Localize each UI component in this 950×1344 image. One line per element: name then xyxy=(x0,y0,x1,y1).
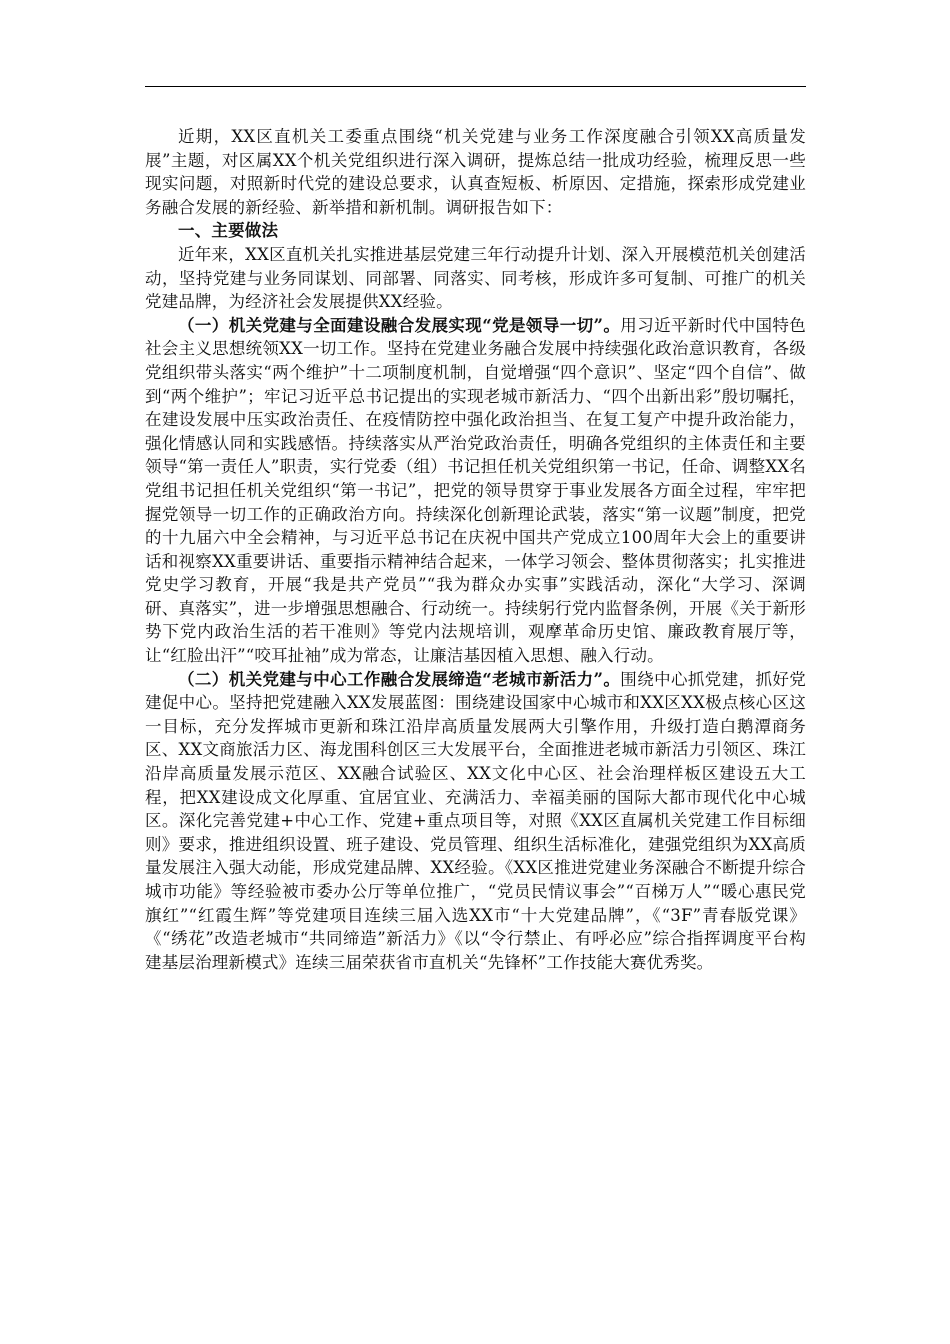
subsection-title: （二）机关党建与中心工作融合发展缔造“老城市新活力”。 xyxy=(178,669,621,689)
paragraph-text: 近期，XX区直机关工委重点围绕“机关党建与业务工作深度融合引领XX高质量发展”主题，对区属XX个机关党组织进行深入调研，提炼总结一批成功经验，梳理反思一些现实问题，对照新时代党的建设总要求，认真查短板、析原因、定措施，探索形成党建业务融合发展的新经验、新举措和新机制。调研报告如下： xyxy=(145,127,806,217)
paragraph-text: 围绕中心抓党建，抓好党建促中心。坚持把党建融入XX发展蓝图：围绕建设国家中心城市和XX区XX极点核心区这一目标，充分发挥城市更新和珠江沿岸高质量发展两大引擎作用，升级打造白鹅潭商务区、XX文商旅活力区、海龙围科创区三大发展平台，全面推进老城市新活力引领区、珠江沿岸高质量发展示范区、XX融合试验区、XX文化中心区、社会治理样板区建设五大工程，把XX建设成文化厚重、宜居宜业、充满活力、幸福美丽的国际大都市现代化中心城区。深化完善党建+中心工作、党建+重点项目等，对照《XX区直属机关党建工作目标细则》要求，推进组织设置、班子建设、党员管理、组织生活标准化，建强党组织为XX高质量发展注入强大动能，形成党建品牌、XX经验。《XX区推进党建业务深融合不断提升综合城市功能》等经验被市委办公厅等单位推广，“党员民情议事会”“百梯万人”“暖心惠民党旗红”“红霞生辉”等党建项目连续三届入选XX市“十大党建品牌”，《“3F”青春版党课》《“绣花”改造老城市“共同缔造”新活力》《以“令行禁止、有呼必应”综合指挥调度平台构建基层治理新模式》连续三届荣获省市直机关“先锋杯”工作技能大赛优秀奖。 xyxy=(145,669,806,972)
subsection-paragraph-2 xyxy=(145,668,806,975)
intro-paragraph xyxy=(145,125,806,219)
document-body xyxy=(145,125,806,974)
heading-text: 一、主要做法 xyxy=(178,221,279,241)
subsection-paragraph-1 xyxy=(145,314,806,668)
header-divider xyxy=(145,86,806,87)
section-heading xyxy=(145,219,806,243)
paragraph-text: 近年来，XX区直机关扎实推进基层党建三年行动提升计划、深入开展模范机关创建活动，坚持党建与业务同谋划、同部署、同落实、同考核，形成许多可复制、可推广的机关党建品牌，为经济社会发展提供XX经验。 xyxy=(145,244,806,312)
paragraph-text: 用习近平新时代中国特色社会主义思想统领XX一切工作。坚持在党建业务融合发展中持续强化政治意识教育，各级党组织带头落实“两个维护”十二项制度机制，自觉增强“四个意识”、坚定“四个自信”、做到“两个维护”；牢记习近平总书记提出的实现老城市新活力、“四个出新出彩”殷切嘱托，在建设发展中压实政治责任、在疫情防控中强化政治担当、在复工复产中提升政治能力，强化情感认同和实践感悟。持续落实从严治党政治责任，明确各党组织的主体责任和主要领导“第一责任人”职责，实行党委（组）书记担任机关党组织第一书记，任命、调整XX名党组书记担任机关党组织“第一书记”，把党的领导贯穿于事业发展各方面全过程，牢牢把握党领导一切工作的正确政治方向。持续深化创新理论武装，落实“第一议题”制度，把党的十九届六中全会精神，与习近平总书记在庆祝中国共产党成立100周年大会上的重要讲话和视察XX重要讲话、重要指示精神结合起来，一体学习领会、整体贯彻落实；扎实推进党史学习教育，开展“我是共产党员”“我为群众办实事”实践活动，深化“大学习、深调研、真落实”，进一步增强思想融合、行动统一。持续躬行党内监督条例，开展《关于新形势下党内政治生活的若干准则》等党内法规培训，观摩革命历史馆、廉政教育展厅等，让“红脸出汗”“咬耳扯袖”成为常态，让廉洁基因植入思想、融入行动。 xyxy=(145,315,806,666)
subsection-title: （一）机关党建与全面建设融合发展实现“党是领导一切”。 xyxy=(178,315,621,335)
section-intro-paragraph xyxy=(145,243,806,314)
